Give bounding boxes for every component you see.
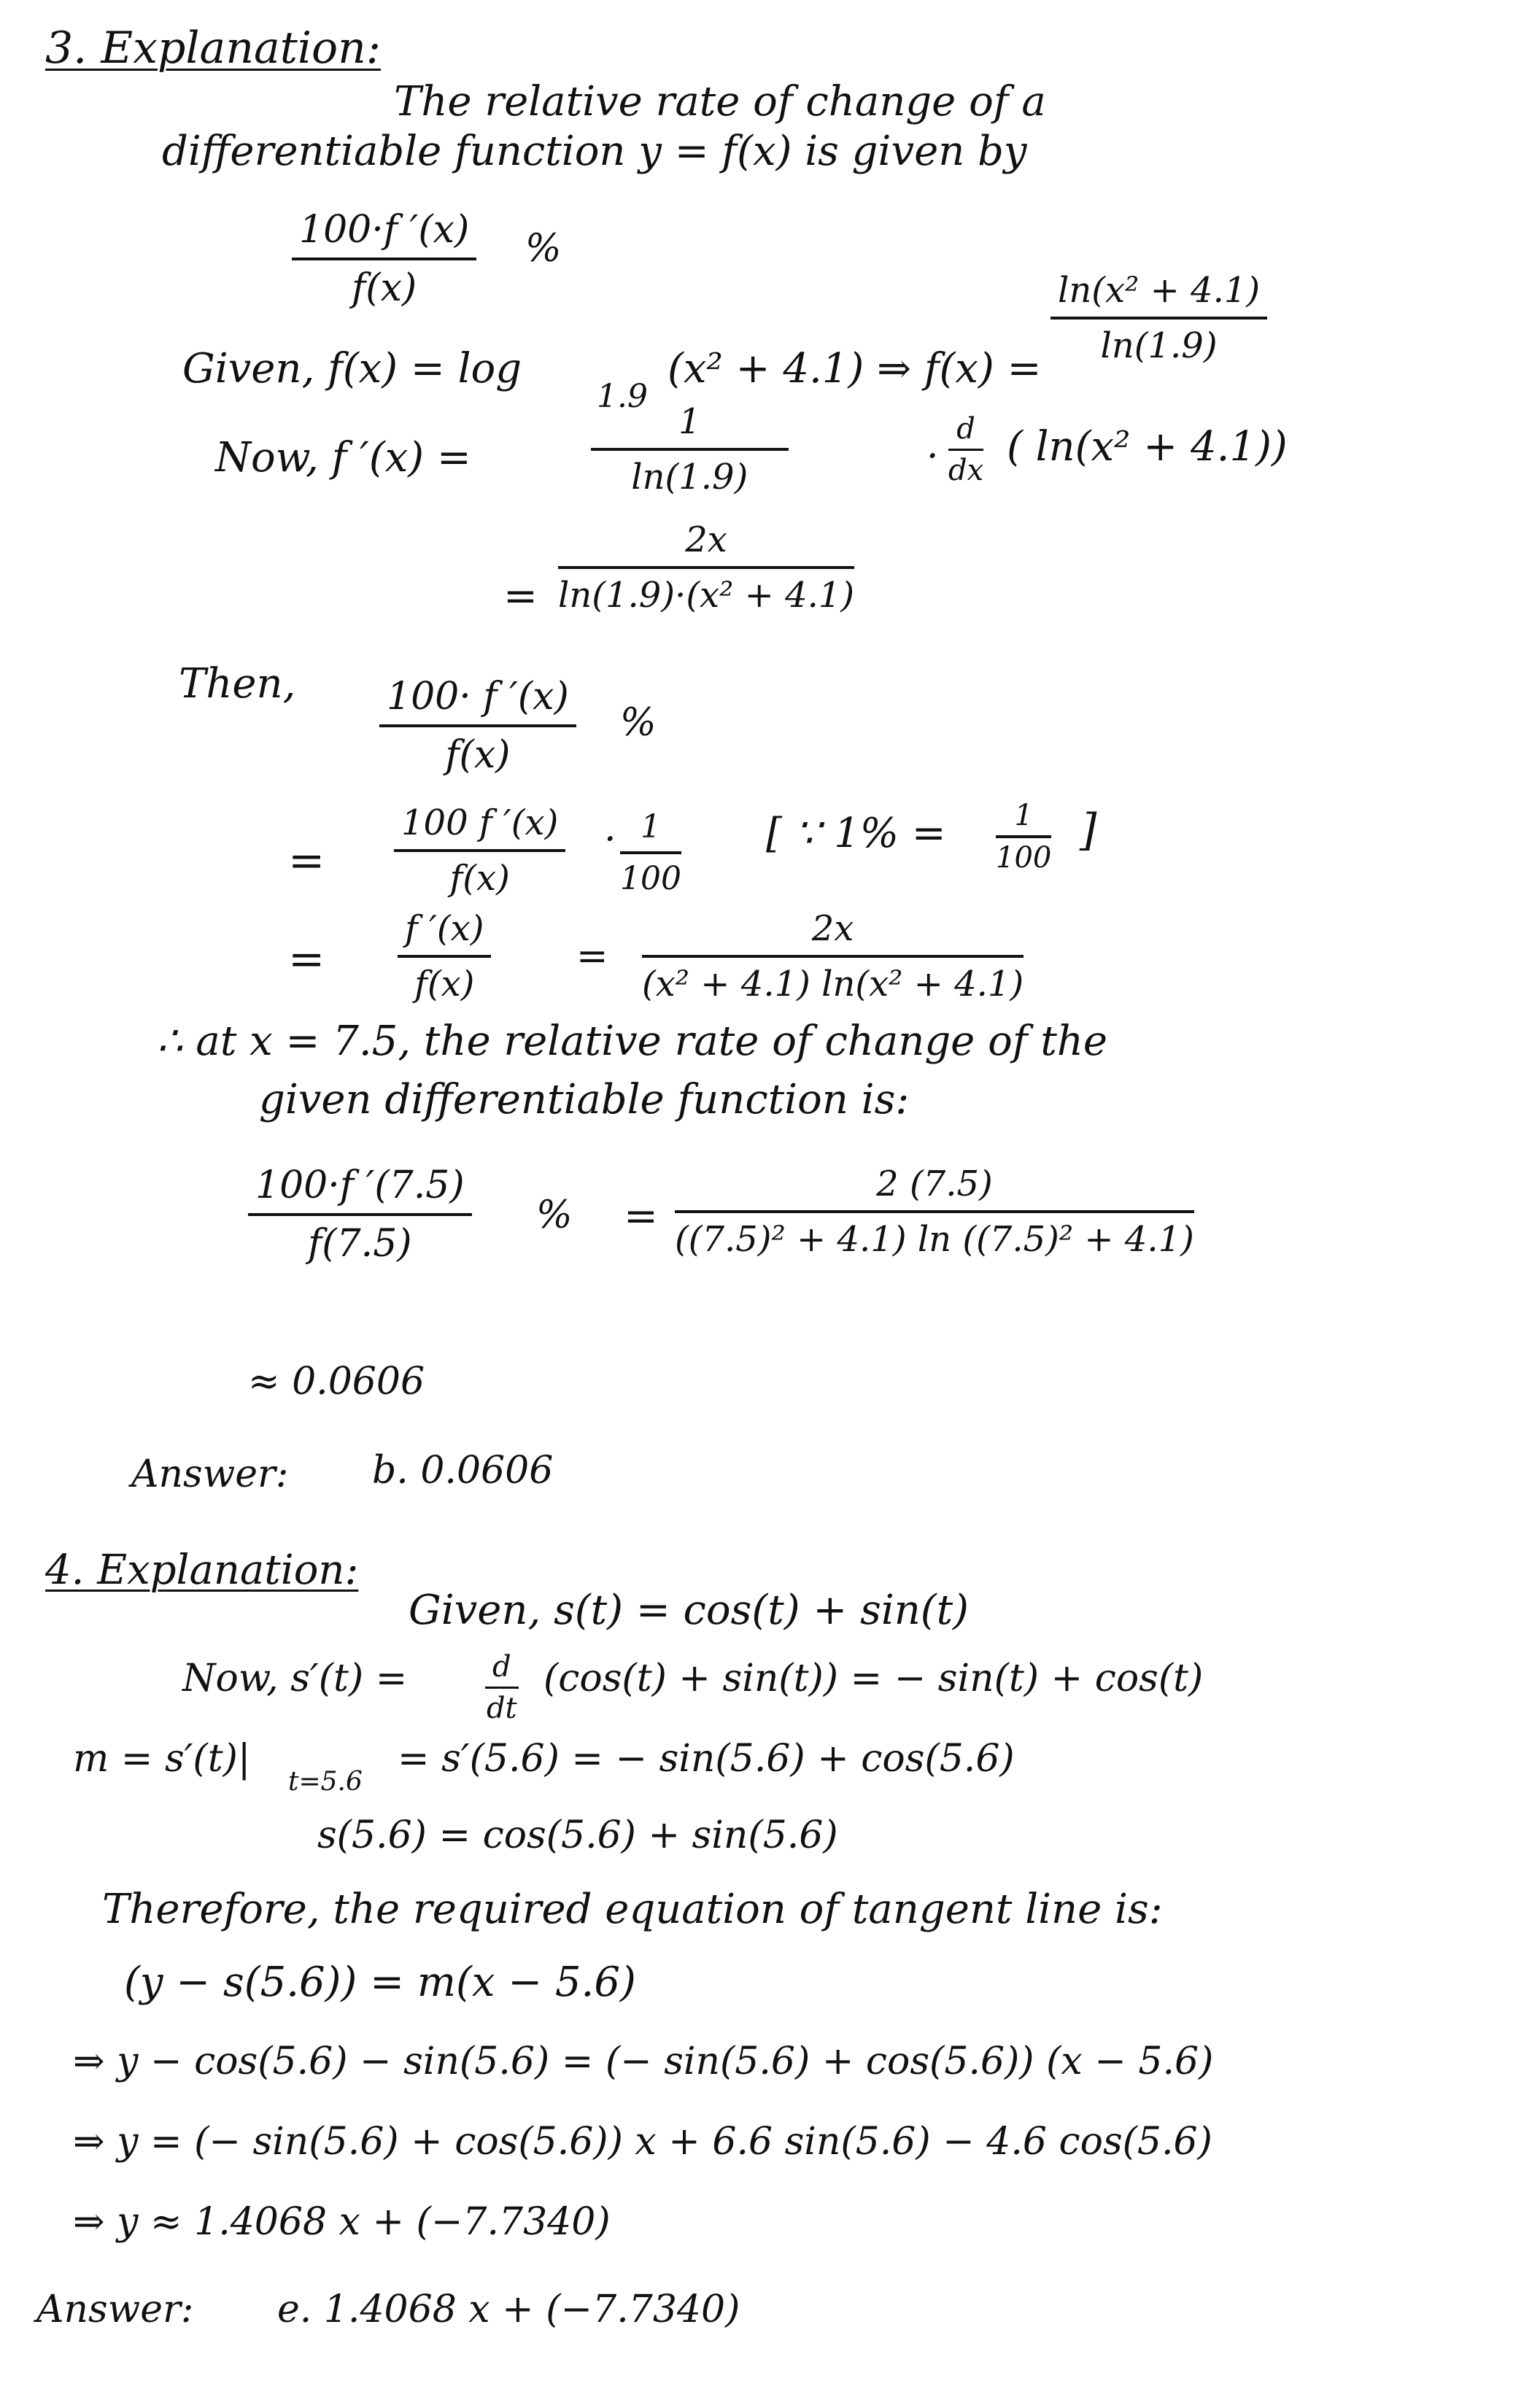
- q3-given-fraction-denominator: ln(1.9): [1100, 325, 1218, 366]
- q3-now2-fraction-numerator: 2x: [558, 519, 854, 569]
- q3-now-fraction: [591, 401, 789, 498]
- q3-step1-note-fraction: [996, 799, 1051, 875]
- q3-step2-fraction-denominator: f(x): [414, 964, 475, 1004]
- q3-step1-dot: ·: [604, 818, 616, 862]
- q3-now-d-numerator: d: [948, 412, 983, 451]
- q3-step2-equals2: =: [576, 934, 608, 978]
- q3-step1-equals: =: [288, 835, 325, 886]
- q4-tangent-line2: ⇒ y − cos(5.6) − sin(5.6) = (− sin(5.6) + cos(5.6)) (x − 5.6): [73, 2040, 1214, 2083]
- q3-step1-fraction-numerator: 100 f ′(x): [394, 802, 565, 852]
- q3-step2-fraction2-denominator: (x² + 4.1) ln(x² + 4.1): [642, 964, 1024, 1004]
- q4-tangent-line4: ⇒ y ≈ 1.4068 x + (−7.7340): [73, 2200, 611, 2244]
- q4-tangent-line1: (y − s(5.6)) = m(x − 5.6): [124, 1959, 636, 2006]
- q4-now-derivative-operator: [485, 1650, 519, 1725]
- q3-now-lhs: Now, f ′(x) =: [215, 434, 471, 481]
- q3-rate-formula-denominator: f(x): [352, 266, 417, 310]
- q3-rate-formula: [292, 208, 476, 310]
- q3-step1-note-denominator: 100: [996, 841, 1052, 875]
- q3-answer-label: Answer:: [131, 1452, 289, 1496]
- q3-intro-line2: differentiable function y = f(x) is given by: [162, 128, 1027, 175]
- q3-now-fraction-denominator: ln(1.9): [631, 457, 748, 498]
- q3-given-fraction-numerator: ln(x² + 4.1): [1050, 270, 1267, 320]
- q3-heading: 3. Explanation:: [45, 23, 382, 74]
- q3-therefore-line2: given differentiable function is:: [259, 1076, 910, 1123]
- q4-now-d-numerator: d: [485, 1650, 519, 1689]
- q4-now-d-denominator: dt: [486, 1692, 517, 1725]
- q3-therefore-line1: ∴ at x = 7.5, the relative rate of change of the: [157, 1018, 1108, 1065]
- q3-now-derivative-operator: [948, 412, 983, 487]
- q3-step2-fraction: [398, 908, 491, 1004]
- q3-given-fraction: [1050, 270, 1267, 366]
- q4-answer-value: e. 1.4068 x + (−7.7340): [277, 2288, 740, 2331]
- q3-step1-fraction2-denominator: 100: [620, 860, 681, 897]
- q3-then-label: Then,: [179, 660, 296, 708]
- q3-eval-fraction2: [675, 1164, 1194, 1260]
- q3-then-unit: %: [620, 701, 657, 745]
- q3-step1-note-numerator: 1: [996, 799, 1051, 838]
- q3-eval-fraction-numerator: 100·f ′(7.5): [248, 1164, 472, 1216]
- q3-given-lhs: Given, f(x) = log: [182, 345, 522, 392]
- q3-step1-fraction-denominator: f(x): [449, 858, 510, 899]
- q3-step2-fraction2: [642, 908, 1024, 1004]
- q3-approx-value: ≈ 0.0606: [248, 1360, 425, 1404]
- q3-step1-fraction: [394, 802, 565, 899]
- q4-slope-lhs: m = s′(t)|: [73, 1737, 251, 1781]
- q3-rate-formula-numerator: 100·f ′(x): [292, 208, 476, 260]
- q4-tangent-line3: ⇒ y = (− sin(5.6) + cos(5.6)) x + 6.6 sin(5.6) − 4.6 cos(5.6): [73, 2120, 1212, 2164]
- q3-given-argument: (x² + 4.1) ⇒ f(x) =: [668, 345, 1042, 392]
- q3-step1-fraction2: [620, 808, 681, 897]
- q4-given: Given, s(t) = cos(t) + sin(t): [409, 1587, 970, 1634]
- q4-s-value: s(5.6) = cos(5.6) + sin(5.6): [317, 1813, 838, 1857]
- q3-eval-equals: =: [624, 1193, 658, 1240]
- q3-now2-fraction-denominator: ln(1.9)·(x² + 4.1): [558, 575, 855, 616]
- q3-eval-unit: %: [536, 1193, 573, 1237]
- q4-heading: 4. Explanation:: [45, 1546, 359, 1594]
- q3-now-dot: ·: [926, 435, 939, 479]
- q3-eval-fraction2-denominator: ((7.5)² + 4.1) ln ((7.5)² + 4.1): [675, 1219, 1194, 1260]
- q3-eval-fraction2-numerator: 2 (7.5): [675, 1164, 1194, 1213]
- q3-then-fraction: [379, 675, 576, 777]
- q3-step2-fraction-numerator: f ′(x): [398, 908, 491, 958]
- q4-slope-subscript: t=5.6: [288, 1767, 363, 1797]
- q3-now2-fraction: [558, 519, 854, 616]
- q3-intro-line1: The relative rate of change of a: [394, 78, 1046, 125]
- q3-step1-note-open: [ ∵ 1% =: [766, 810, 946, 857]
- q3-then-fraction-numerator: 100· f ′(x): [379, 675, 576, 727]
- q4-slope-rhs: = s′(5.6) = − sin(5.6) + cos(5.6): [398, 1737, 1015, 1781]
- q3-eval-fraction-denominator: f(7.5): [308, 1222, 412, 1266]
- q3-then-fraction-denominator: f(x): [445, 733, 511, 777]
- q4-answer-label: Answer:: [36, 2288, 194, 2331]
- q3-step1-fraction2-numerator: 1: [620, 808, 681, 854]
- q3-step1-note-close: ]: [1080, 805, 1097, 856]
- q4-now-rhs: (cos(t) + sin(t)) = − sin(t) + cos(t): [543, 1657, 1204, 1700]
- q3-step2-fraction2-numerator: 2x: [642, 908, 1024, 958]
- q3-now2-equals: =: [503, 573, 538, 620]
- q3-rate-formula-unit: %: [525, 227, 562, 271]
- q3-eval-fraction: [248, 1164, 472, 1266]
- q3-step2-equals: =: [288, 934, 325, 985]
- q4-now-lhs: Now, s′(t) =: [182, 1657, 408, 1700]
- q3-now-d-denominator: dx: [948, 454, 984, 487]
- q3-now-tail: ( ln(x² + 4.1)): [1007, 423, 1288, 471]
- q4-therefore: Therefore, the required equation of tangent line is:: [102, 1886, 1163, 1933]
- q3-given-log-base: 1.9: [597, 378, 648, 415]
- q3-answer-value: b. 0.0606: [372, 1449, 554, 1493]
- q3-now-fraction-numerator: 1: [591, 401, 789, 451]
